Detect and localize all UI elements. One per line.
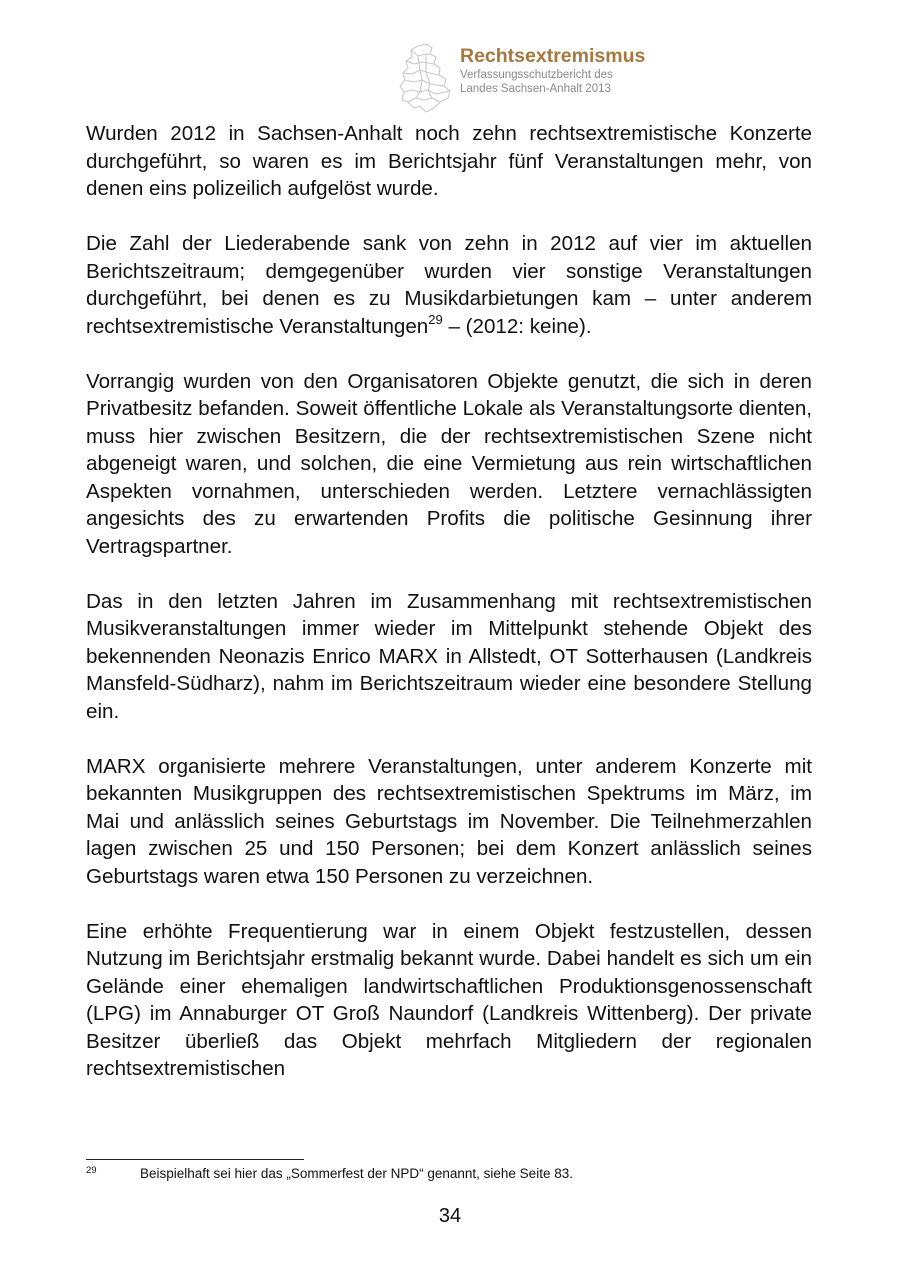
header-text xyxy=(460,44,645,96)
header-title: Rechtsextremismus xyxy=(460,45,646,67)
footnote-divider xyxy=(86,1159,304,1160)
page-number: 34 xyxy=(438,1205,462,1227)
paragraph-text-after: – (2012: keine). xyxy=(442,314,592,338)
page-header xyxy=(396,42,716,114)
paragraph-annaburg-object: Eine erhöhte Frequentierung war in einem Objekt festzustellen, dessen Nutzung im Berichtsjahr erstmalig bekannt wurde. Dabei handelt es sich um ein Gelände einer ehemaligen landwirtschaftlichen Produktionsgenossenschaft (LPG) im Annaburger OT Groß Naundorf (Landkreis Wittenberg). Der private Besitzer überließ das Objekt mehrfach Mitgliedern der regionalen rechtsextremistischen xyxy=(86,919,812,1080)
footnote-number: 29 xyxy=(86,1165,97,1176)
paragraph-allstedt-object: Das in den letzten Jahren im Zusammenhang mit rechtsextremistischen Musikveranstaltungen immer wieder im Mittelpunkt stehende Objekt des bekennenden Neonazis Enrico MARX in Allstedt, OT Sotterhausen (Landkreis Mansfeld-Südharz), nahm im Berichtszeitraum wieder eine besondere Stellung ein. xyxy=(86,589,812,723)
body-text xyxy=(86,120,812,1110)
paragraph-venues: Vorrangig wurden von den Organisatoren Objekte genutzt, die sich in deren Privatbesitz befanden. Soweit öffentliche Lokale als Veranstaltungsorte dienten, muss hier zwischen Besitzern, die der rechtsextremistischen Szene nicht abgeneigt waren, und solchen, die eine Vermietung aus rein wirtschaftlichen Aspekten vornahmen, unterschieden werden. Letztere vernachlässigten angesichts des zu erwartenden Profits die politische Gesinnung ihrer Vertragspartner. xyxy=(86,369,812,558)
paragraph-marx-events: MARX organisierte mehrere Veranstaltungen, unter anderem Konzerte mit bekannten Musikgruppen des rechtsextremistischen Spektrums im März, im Mai und anlässlich seines Geburtstags im November. Die Teilnehmerzahlen lagen zwischen 25 und 150 Personen; bei dem Konzert anlässlich seines Geburtstags waren etwa 150 Personen zu verzeichnen. xyxy=(86,754,812,888)
header-subtitle-line2: Landes Sachsen-Anhalt 2013 xyxy=(460,83,611,95)
paragraph-concerts: Wurden 2012 in Sachsen-Anhalt noch zehn rechtsextremistische Konzerte durchgeführt, so waren es im Berichtsjahr fünf Veranstaltungen mehr, von denen eins polizeilich aufgelöst wurde. xyxy=(86,122,812,200)
footnote-reference: 29 xyxy=(428,311,443,327)
sachsen-anhalt-map-icon xyxy=(396,42,458,114)
footnote-text: Beispielhaft sei hier das „Sommerfest der NPD“ genannt, siehe Seite 83. xyxy=(140,1166,573,1181)
header-subtitle-line1: Verfassungsschutzbericht des xyxy=(460,69,613,81)
paragraph-song-evenings xyxy=(86,230,812,340)
paragraph-text-before: Die Zahl der Liederabende sank von zehn in 2012 auf vier im aktuellen Berichtszeitraum; demgegenüber wurden vier sonstige Veranstaltungen durchgeführt, bei denen es zu Musikdarbietungen kam – unter anderem rechtsextremistische Veranstaltungen xyxy=(86,232,812,338)
